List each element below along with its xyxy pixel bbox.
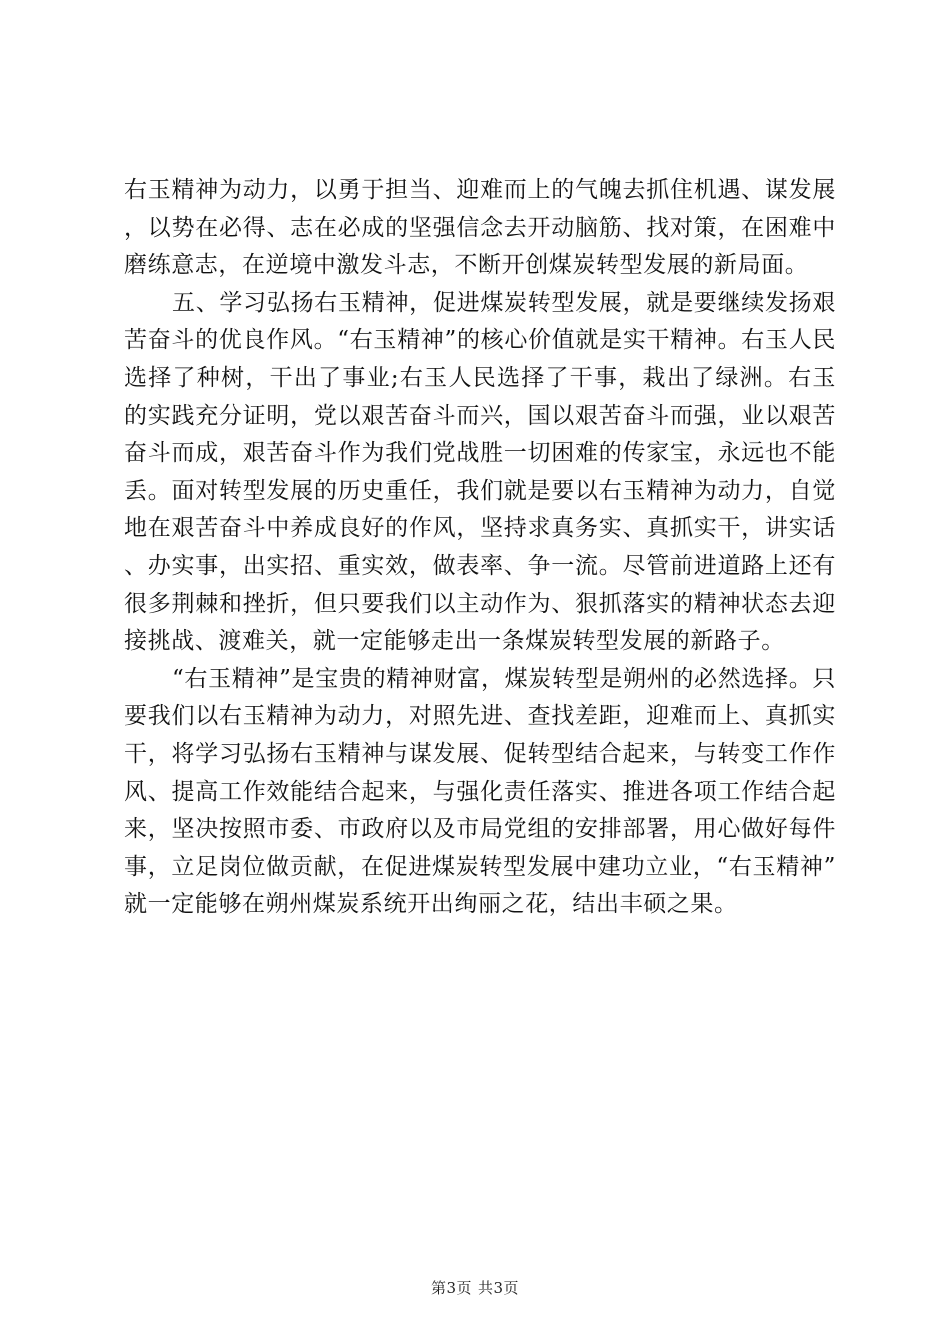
page-footer: [0, 1278, 950, 1298]
paragraph-section-five: 五、学习弘扬右玉精神，促进煤炭转型发展，就是要继续发扬艰苦奋斗的优良作风。“右玉精神”的核心价值就是实干精神。右玉人民选择了种树，干出了事业;右玉人民选择了干事，栽出了绿洲。右玉的实践充分证明，党以艰苦奋斗而兴，国以艰苦奋斗而强，业以艰苦奋斗而成，艰苦奋斗作为我们党战胜一切困难的传家宝，永远也不能丢。面对转型发展的历史重任，我们就是要以右玉精神为动力，自觉地在艰苦奋斗中养成良好的作风，坚持求真务实、真抓实干，讲实话、办实事，出实招、重实效，做表率、争一流。尽管前进道路上还有很多荆棘和挫折，但只要我们以主动作为、狠抓落实的精神状态去迎接挑战、渡难关，就一定能够走出一条煤炭转型发展的新路子。: [124, 289, 836, 655]
paragraph-conclusion: “右玉精神”是宝贵的精神财富，煤炭转型是朔州的必然选择。只要我们以右玉精神为动力，对照先进、查找差距，迎难而上、真抓实干，将学习弘扬右玉精神与谋发展、促转型结合起来，与转变工作作风、提高工作效能结合起来，与强化责任落实、推进各项工作结合起来，坚决按照市委、市政府以及市局党组的安排部署，用心做好每件事，立足岗位做贡献，在促进煤炭转型发展中建功立业，“右玉精神”就一定能够在朔州煤炭系统开出绚丽之花，结出丰硕之果。: [124, 665, 836, 918]
paragraph-continuation: 右玉精神为动力，以勇于担当、迎难而上的气魄去抓住机遇、谋发展，以势在必得、志在必成的坚强信念去开动脑筋、找对策，在困难中磨练意志，在逆境中激发斗志，不断开创煤炭转型发展的新局面。: [124, 177, 836, 279]
document-body: [124, 172, 836, 924]
page-total: 共3页: [478, 1279, 520, 1297]
page-number: 第3页: [430, 1279, 472, 1297]
